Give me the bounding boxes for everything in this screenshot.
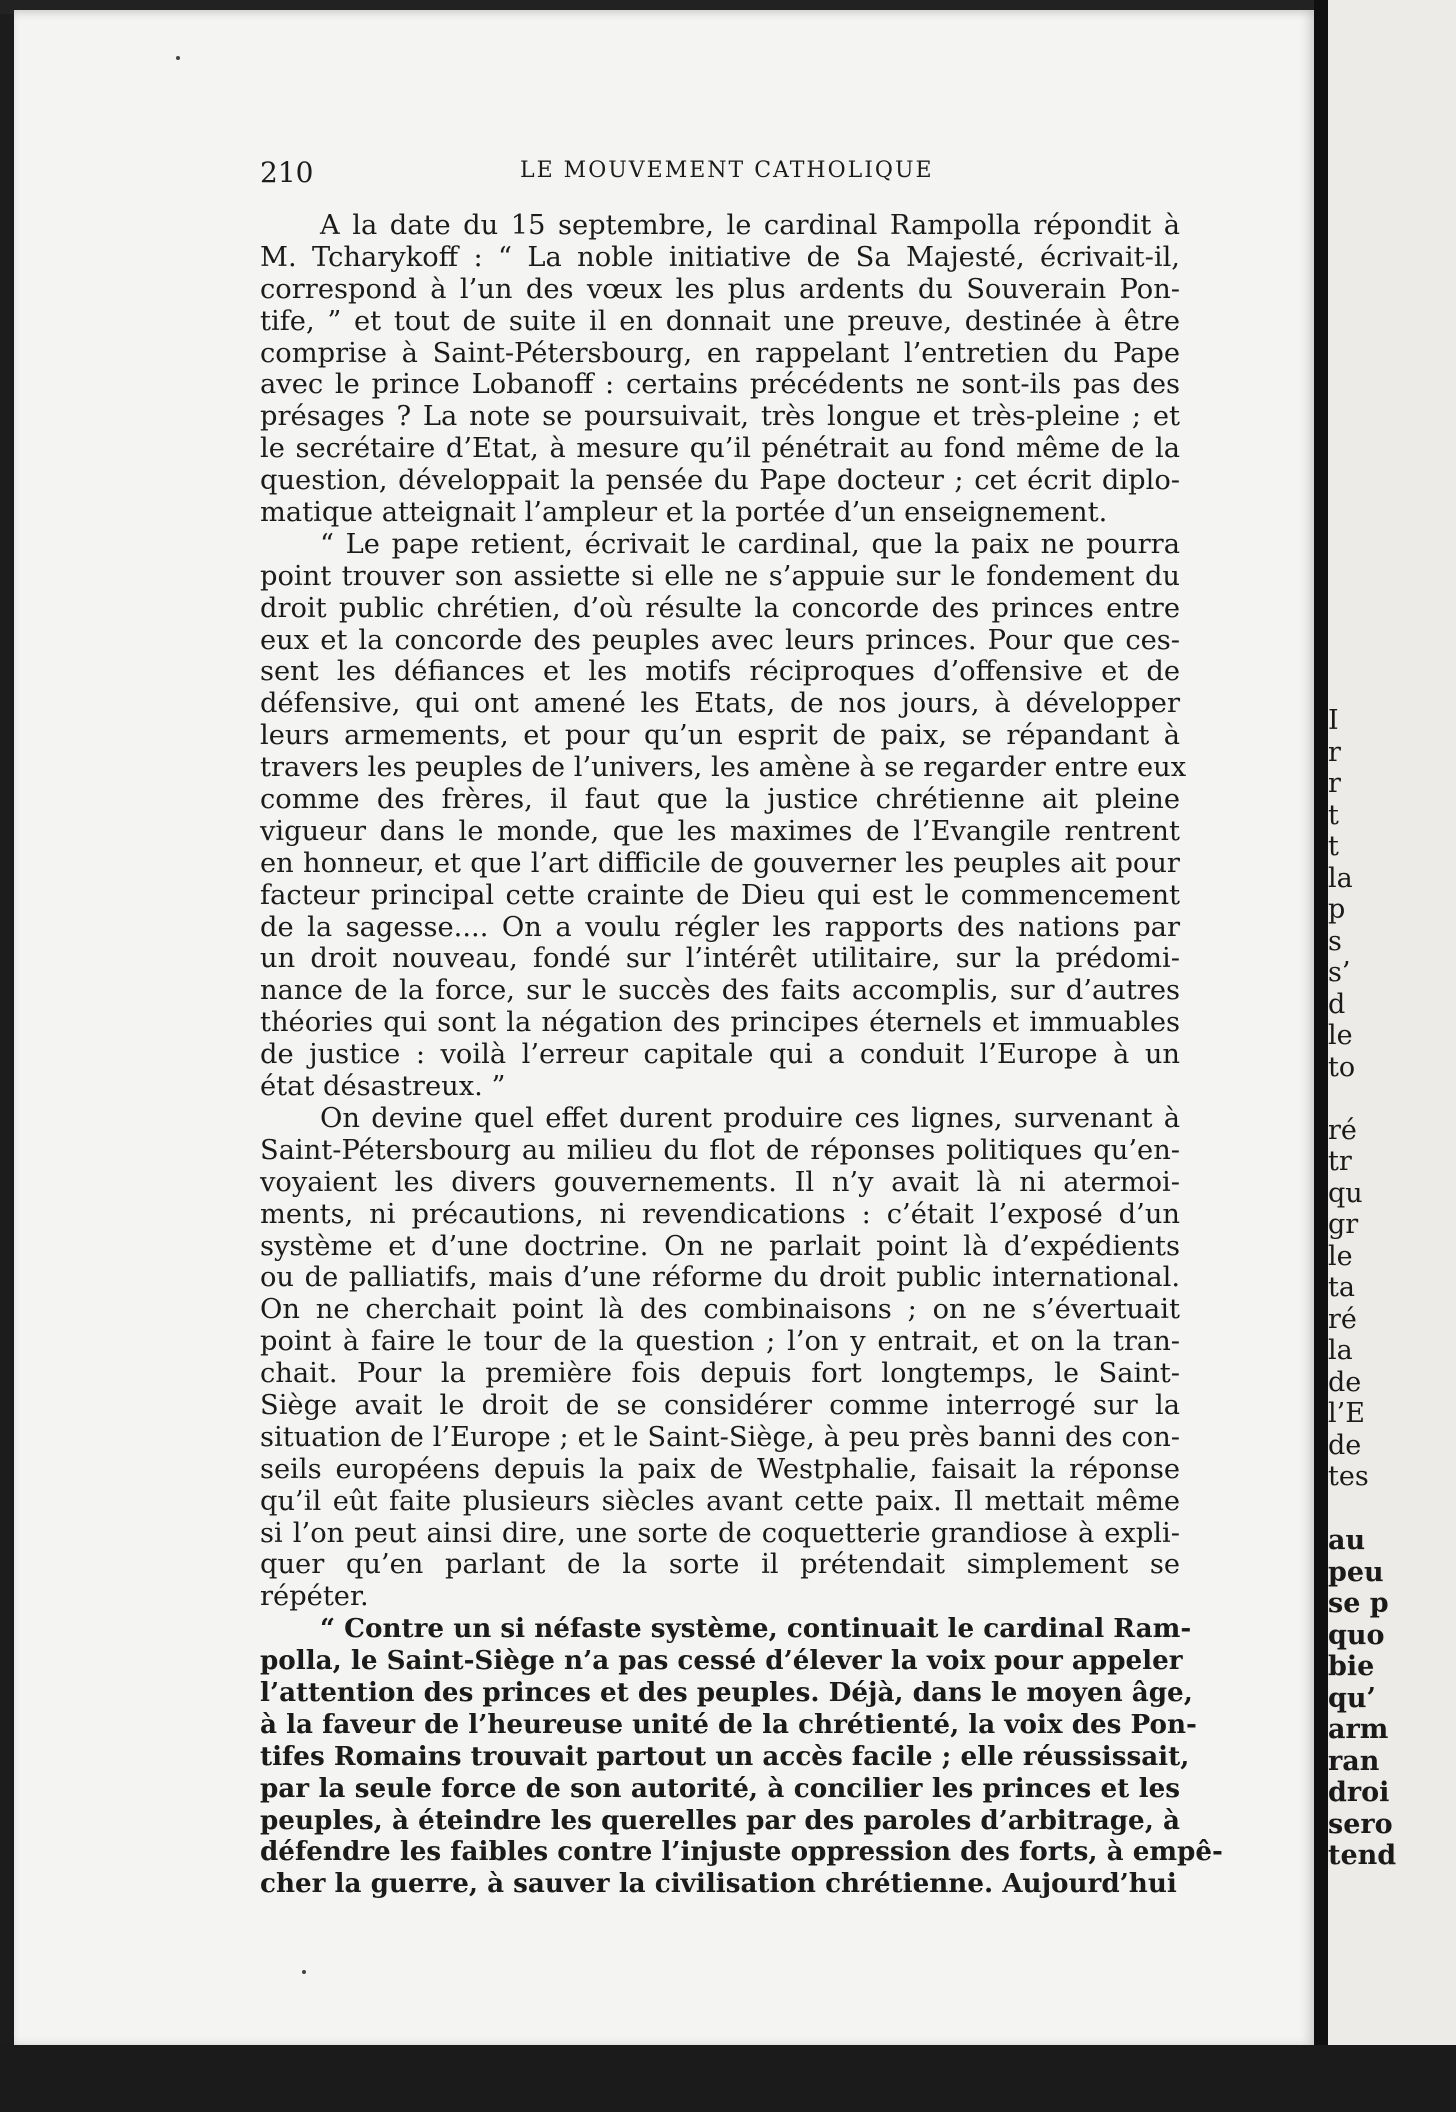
text-line: comprise à Saint-Pétersbourg, en rappelant l’entretien du Pape <box>260 337 1180 369</box>
text-line: chait. Pour la première fois depuis fort longtemps, le Saint- <box>260 1358 1180 1390</box>
running-title: LE MOUVEMENT CATHOLIQUE <box>520 158 934 183</box>
text-line: l’attention des princes et des peuples. Déjà, dans le moyen âge, <box>260 1676 1193 1708</box>
text-line: comme des frères, il faut que la justice chrétienne ait pleine <box>260 784 1180 816</box>
page-header <box>260 150 1180 190</box>
text-line: seils européens depuis la paix de Westphalie, faisait la réponse <box>260 1453 1180 1485</box>
text-line: un droit nouveau, fondé sur l’intérêt utilitaire, sur la prédomi- <box>260 943 1180 975</box>
text-line: quer qu’en parlant de la sorte il prétendait simplement se <box>260 1549 1180 1581</box>
scan-bottom-edge <box>0 2045 1456 2112</box>
page-number: 210 <box>260 156 314 189</box>
text-line: avec le prince Lobanoff : certains précédents ne sont-ils pas des <box>260 369 1180 401</box>
text-line: si l’on peut ainsi dire, une sorte de coquetterie grandiose à expli- <box>260 1517 1180 1549</box>
speck <box>302 1970 306 1974</box>
text-line: On ne cherchait point là des combinaisons ; on ne s’évertuait <box>260 1294 1180 1326</box>
text-line: nance de la force, sur le succès des faits accomplis, sur d’autres <box>260 975 1180 1007</box>
text-line: le secrétaire d’Etat, à mesure qu’il pénétrait au fond même de la <box>260 433 1180 465</box>
text-line: défensive, qui ont amené les Etats, de nos jours, à développer <box>260 688 1180 720</box>
text-line: “ Le pape retient, écrivait le cardinal, que la paix ne pourra <box>320 528 1180 560</box>
text-line: polla, le Saint-Siège n’a pas cessé d’élever la voix pour appeler <box>260 1645 1183 1677</box>
text-line: tifes Romains trouvait partout un accès facile ; elle réussissait, <box>260 1740 1190 1772</box>
text-line: situation de l’Europe ; et le Saint-Siège, à peu près banni des con- <box>260 1421 1180 1453</box>
text-line: question, développait la pensée du Pape docteur ; cet écrit diplo- <box>260 465 1180 497</box>
text-line: sent les défiances et les motifs réciproques d’offensive et de <box>260 656 1180 688</box>
text-line: théories qui sont la négation des principes éternels et immuables <box>260 1007 1180 1039</box>
text-line: en honneur, et que l’art difficile de gouverner les peuples ait pour <box>260 847 1180 879</box>
text-line: “ Contre un si néfaste système, continuait le cardinal Ram- <box>320 1613 1192 1645</box>
text-line: leurs armements, et pour qu’un esprit de paix, se répandant à <box>260 720 1180 752</box>
text-line: eux et la concorde des peuples avec leurs princes. Pour que ces- <box>260 624 1180 656</box>
facing-page-text-upper: I r r t t la p s s’ d le to ré tr qu gr le ta ré la de l’E de tes <box>1328 705 1369 1492</box>
text-line: On devine quel effet durent produire ces lignes, survenant à <box>320 1102 1180 1134</box>
text-line: voyaient les divers gouvernements. Il n’y avait là ni atermoi- <box>260 1166 1180 1198</box>
text-line: vigueur dans le monde, que les maximes de l’Evangile rentrent <box>260 815 1180 847</box>
speck <box>176 56 180 60</box>
page-gutter <box>1314 0 1328 2080</box>
text-line: état désastreux. ” <box>260 1071 506 1103</box>
body-text <box>260 210 1223 1900</box>
text-line: matique atteignait l’ampleur et la portée d’un enseignement. <box>260 497 1108 529</box>
text-line: à la faveur de l’heureuse unité de la chrétienté, la voix des Pon- <box>260 1708 1197 1740</box>
paragraph-2 <box>260 528 1187 1103</box>
text-line: A la date du 15 septembre, le cardinal Rampolla répondit à <box>320 210 1180 241</box>
text-line: qu’il eût faite plusieurs siècles avant cette paix. Il mettait même <box>260 1485 1180 1517</box>
text-line: Siège avait le droit de se considérer comme interrogé sur la <box>260 1389 1180 1421</box>
text-line: point trouver son assiette si elle ne s’appuie sur le fondement du <box>260 560 1180 592</box>
text-line: par la seule force de son autorité, à concilier les princes et les <box>260 1772 1180 1804</box>
text-line: présages ? La note se poursuivait, très longue et très-pleine ; et <box>260 401 1180 433</box>
text-line: point à faire le tour de la question ; l’on y entrait, et on la tran- <box>260 1326 1180 1358</box>
text-line: facteur principal cette crainte de Dieu qui est le commencement <box>260 879 1180 911</box>
text-line: système et d’une doctrine. On ne parlait point là d’expédients <box>260 1230 1180 1262</box>
text-line: M. Tcharykoff : “ La noble initiative de Sa Majesté, écrivait-il, <box>260 241 1180 273</box>
text-line: droit public chrétien, d’où résulte la concorde des princes entre <box>260 592 1180 624</box>
text-line: de justice : voilà l’erreur capitale qui a conduit l’Europe à un <box>260 1039 1180 1071</box>
text-line: répéter. <box>260 1581 369 1613</box>
facing-page-text-lower: au peu se p quo bie qu’ arm ran droi sero tend <box>1328 1525 1397 1871</box>
text-line: de la sagesse.... On a voulu régler les rapports des nations par <box>260 911 1180 943</box>
text-line: travers les peuples de l’univers, les amène à se regarder entre eux <box>260 752 1187 784</box>
paragraph-1 <box>260 210 1180 529</box>
facing-page-edge <box>1328 0 1456 2070</box>
text-line: peuples, à éteindre les querelles par des paroles d’arbitrage, à <box>260 1804 1180 1836</box>
text-line: Saint-Pétersbourg au milieu du flot de réponses politiques qu’en- <box>260 1134 1180 1166</box>
text-line: tife, ” et tout de suite il en donnait une preuve, destinée à être <box>260 305 1180 337</box>
text-line: ou de palliatifs, mais d’une réforme du droit public international. <box>260 1262 1180 1294</box>
paragraph-3 <box>260 1103 1180 1613</box>
text-line: défendre les faibles contre l’injuste oppression des forts, à empê- <box>260 1836 1223 1868</box>
paragraph-4 <box>260 1613 1223 1900</box>
text-line: ments, ni précautions, ni revendications : c’était l’exposé d’un <box>260 1198 1180 1230</box>
text-line: correspond à l’un des vœux les plus ardents du Souverain Pon- <box>260 273 1180 305</box>
text-line: cher la guerre, à sauver la civilisation chrétienne. Aujourd’hui <box>260 1868 1177 1900</box>
